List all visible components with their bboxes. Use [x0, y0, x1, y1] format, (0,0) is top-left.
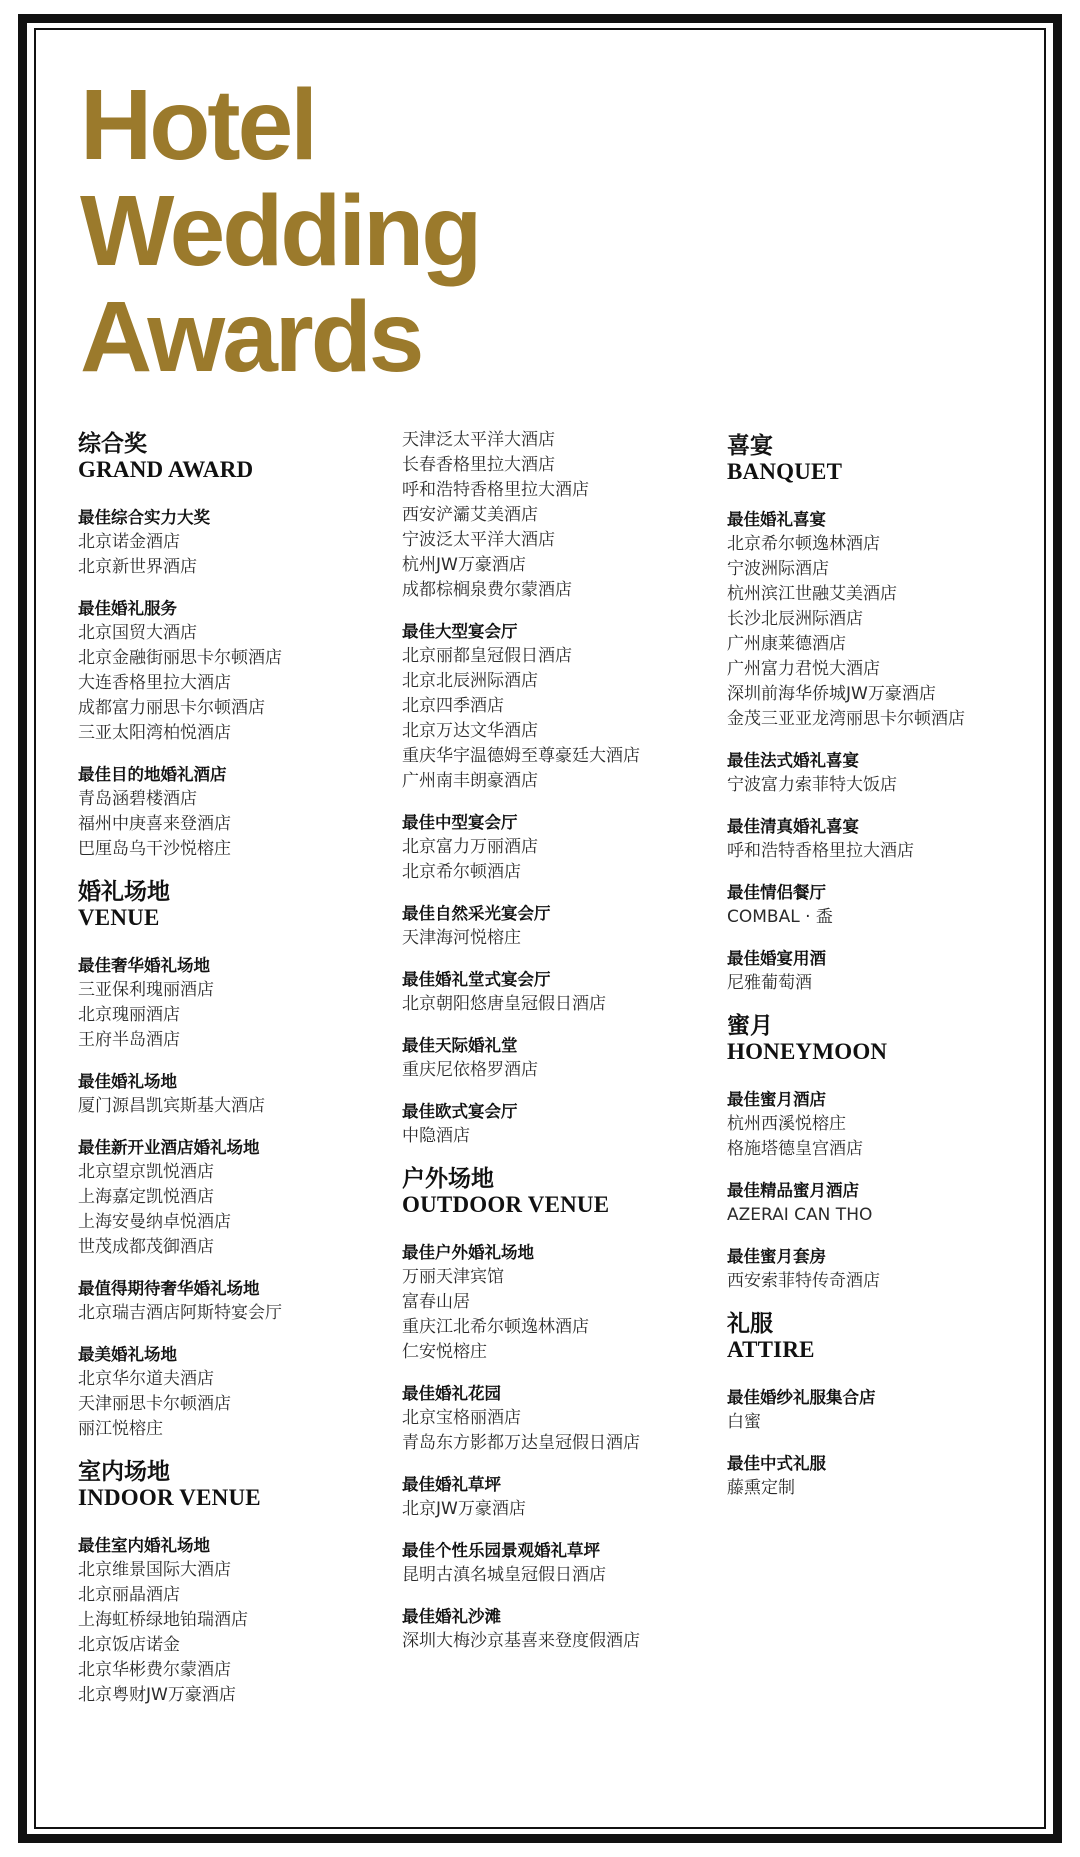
- award-category: 最佳精品蜜月酒店: [727, 1181, 859, 1200]
- section-heading-en: ATTIRE: [727, 1337, 815, 1362]
- award-group: [402, 1472, 722, 1522]
- award-group: [402, 1538, 722, 1588]
- award-winner: 上海虹桥绿地铂瑞酒店: [78, 1610, 248, 1630]
- award-winner: 北京维景国际大酒店: [78, 1560, 231, 1580]
- award-group: [727, 1087, 1047, 1162]
- award-category: 最佳蜜月酒店: [727, 1090, 826, 1109]
- award-category: 最佳婚礼服务: [78, 599, 177, 618]
- award-group: [727, 748, 1047, 798]
- award-group: [78, 505, 398, 580]
- section-heading-en: INDOOR VENUE: [78, 1485, 261, 1510]
- award-winner: 北京新世界酒店: [78, 557, 197, 577]
- award-winner: 格施塔德皇宫酒店: [727, 1139, 863, 1159]
- section-heading-cn: 婚礼场地: [78, 878, 170, 905]
- section-heading-cn: 喜宴: [727, 432, 773, 459]
- award-group: [402, 967, 722, 1017]
- award-winner: 北京希尔顿酒店: [402, 862, 521, 882]
- award-winner: 北京诺金酒店: [78, 532, 180, 552]
- award-winner: 北京丽都皇冠假日酒店: [402, 646, 572, 666]
- award-group: [402, 1033, 722, 1083]
- award-winner: 中隐酒店: [402, 1126, 470, 1146]
- award-group: [402, 1381, 722, 1456]
- award-winner: 丽江悦榕庄: [78, 1419, 163, 1439]
- award-winner: 三亚太阳湾柏悦酒店: [78, 723, 231, 743]
- award-category: 最佳新开业酒店婚礼场地: [78, 1138, 260, 1157]
- award-winner: 重庆尼依格罗酒店: [402, 1060, 538, 1080]
- award-group: [402, 1240, 722, 1365]
- award-group: [78, 762, 398, 862]
- award-winner: 宁波泛太平洋大酒店: [402, 530, 555, 550]
- award-category: 最佳综合实力大奖: [78, 508, 210, 527]
- award-winner: 重庆华宇温德姆至尊豪廷大酒店: [402, 746, 640, 766]
- award-category: 最佳婚礼草坪: [402, 1475, 501, 1494]
- awards-column-3: [727, 432, 1047, 1517]
- award-group: [78, 1342, 398, 1442]
- award-winner: 世茂成都茂御酒店: [78, 1237, 214, 1257]
- award-group: [78, 1533, 398, 1708]
- award-winner: 北京四季酒店: [402, 696, 504, 716]
- award-group: [78, 1135, 398, 1260]
- award-winner: 北京国贸大酒店: [78, 623, 197, 643]
- section-heading-en: GRAND AWARD: [78, 457, 254, 482]
- award-winner: 白蜜: [727, 1412, 761, 1432]
- award-winner: 宁波洲际酒店: [727, 559, 829, 579]
- section-heading: [727, 1310, 1047, 1363]
- award-category: 最佳婚宴用酒: [727, 949, 826, 968]
- award-winner: 富春山居: [402, 1292, 470, 1312]
- award-group: [78, 596, 398, 746]
- award-category: 最佳婚礼花园: [402, 1384, 501, 1403]
- award-winner: 青岛涵碧楼酒店: [78, 789, 197, 809]
- award-category: 最佳自然采光宴会厅: [402, 904, 551, 923]
- award-winner: 成都棕榈泉费尔蒙酒店: [402, 580, 572, 600]
- award-group: [78, 1276, 398, 1326]
- award-category: 最佳中型宴会厅: [402, 813, 518, 832]
- award-group: [402, 810, 722, 885]
- award-group: [402, 428, 722, 603]
- award-winner: 厦门源昌凯宾斯基大酒店: [78, 1096, 265, 1116]
- award-category: 最佳天际婚礼堂: [402, 1036, 518, 1055]
- award-winner: 呼和浩特香格里拉大酒店: [727, 841, 914, 861]
- award-winner: 天津丽思卡尔顿酒店: [78, 1394, 231, 1414]
- awards-column-2: [402, 428, 722, 1670]
- award-winner: 北京华尔道夫酒店: [78, 1369, 214, 1389]
- section-heading-cn: 室内场地: [78, 1458, 170, 1485]
- award-winner: 北京瑞吉酒店阿斯特宴会厅: [78, 1303, 282, 1323]
- award-group: [402, 901, 722, 951]
- award-winner: 北京丽晶酒店: [78, 1585, 180, 1605]
- award-winner: 广州康莱德酒店: [727, 634, 846, 654]
- award-category: 最佳婚礼喜宴: [727, 510, 826, 529]
- award-category: 最佳欧式宴会厅: [402, 1102, 518, 1121]
- section-heading: [402, 1165, 722, 1218]
- award-winner: 深圳前海华侨城JW万豪酒店: [727, 684, 936, 704]
- award-group: [78, 1069, 398, 1119]
- section-heading: [78, 430, 398, 483]
- award-winner: 上海安曼纳卓悦酒店: [78, 1212, 231, 1232]
- awards-column-1: [78, 430, 398, 1724]
- award-winner: 杭州西溪悦榕庄: [727, 1114, 846, 1134]
- award-winner: 福州中庚喜来登酒店: [78, 814, 231, 834]
- award-category: 最佳目的地婚礼酒店: [78, 765, 227, 784]
- section-heading: [78, 1458, 398, 1511]
- award-category: 最佳婚礼场地: [78, 1072, 177, 1091]
- award-winner: 北京华彬费尔蒙酒店: [78, 1660, 231, 1680]
- award-group: [727, 1178, 1047, 1228]
- award-winner: 大连香格里拉大酒店: [78, 673, 231, 693]
- award-winner: 青岛东方影都万达皇冠假日酒店: [402, 1433, 640, 1453]
- award-category: 最佳户外婚礼场地: [402, 1243, 534, 1262]
- award-winner: 长沙北辰洲际酒店: [727, 609, 863, 629]
- award-winner: 昆明古滇名城皇冠假日酒店: [402, 1565, 606, 1585]
- award-winner: 北京万达文华酒店: [402, 721, 538, 741]
- award-category: 最佳个性乐园景观婚礼草坪: [402, 1541, 600, 1560]
- award-category: 最佳婚礼沙滩: [402, 1607, 501, 1626]
- award-winner: 北京宝格丽酒店: [402, 1408, 521, 1428]
- award-winner: 北京粤财JW万豪酒店: [78, 1685, 236, 1705]
- award-group: [727, 1244, 1047, 1294]
- award-winner: 西安索菲特传奇酒店: [727, 1271, 880, 1291]
- title-line-awards: Awards: [80, 281, 422, 393]
- award-category: 最佳奢华婚礼场地: [78, 956, 210, 975]
- award-group: [727, 507, 1047, 732]
- award-category: 最佳法式婚礼喜宴: [727, 751, 859, 770]
- award-category: 最佳中式礼服: [727, 1454, 826, 1473]
- title-line-wedding: Wedding: [80, 175, 480, 287]
- award-winner: 杭州滨江世融艾美酒店: [727, 584, 897, 604]
- award-winner: 藤熏定制: [727, 1478, 795, 1498]
- award-winner: 北京望京凯悦酒店: [78, 1162, 214, 1182]
- section-heading: [727, 432, 1047, 485]
- award-winner: 上海嘉定凯悦酒店: [78, 1187, 214, 1207]
- award-winner: 广州南丰朗豪酒店: [402, 771, 538, 791]
- award-winner: 天津海河悦榕庄: [402, 928, 521, 948]
- page-title: [80, 69, 480, 393]
- award-winner: 重庆江北希尔顿逸林酒店: [402, 1317, 589, 1337]
- award-category: 最佳室内婚礼场地: [78, 1536, 210, 1555]
- section-heading-en: VENUE: [78, 905, 160, 930]
- award-category: 最佳蜜月套房: [727, 1247, 826, 1266]
- section-heading: [78, 878, 398, 931]
- award-category: 最佳婚礼堂式宴会厅: [402, 970, 551, 989]
- section-heading-en: OUTDOOR VENUE: [402, 1192, 610, 1217]
- award-winner: 北京朝阳悠唐皇冠假日酒店: [402, 994, 606, 1014]
- award-group: [727, 946, 1047, 996]
- section-heading-cn: 户外场地: [402, 1165, 494, 1192]
- title-line-hotel: Hotel: [80, 69, 315, 181]
- award-winner: 天津泛太平洋大酒店: [402, 430, 555, 450]
- award-winner: 北京瑰丽酒店: [78, 1005, 180, 1025]
- award-winner: 北京北辰洲际酒店: [402, 671, 538, 691]
- award-winner: 长春香格里拉大酒店: [402, 455, 555, 475]
- award-winner: 三亚保利瑰丽酒店: [78, 980, 214, 1000]
- award-winner: 巴厘岛乌干沙悦榕庄: [78, 839, 231, 859]
- award-group: [727, 814, 1047, 864]
- award-category: 最佳情侣餐厅: [727, 883, 826, 902]
- award-group: [727, 880, 1047, 930]
- award-winner: 金茂三亚亚龙湾丽思卡尔顿酒店: [727, 709, 965, 729]
- award-winner: 北京希尔顿逸林酒店: [727, 534, 880, 554]
- section-heading-cn: 礼服: [727, 1310, 773, 1337]
- award-winner: AZERAI CAN THO: [727, 1205, 873, 1225]
- award-group: [727, 1451, 1047, 1501]
- section-heading-cn: 综合奖: [78, 430, 147, 457]
- award-category: 最佳大型宴会厅: [402, 622, 518, 641]
- section-heading: [727, 1012, 1047, 1065]
- award-group: [78, 953, 398, 1053]
- award-winner: 尼雅葡萄酒: [727, 973, 812, 993]
- award-winner: 成都富力丽思卡尔顿酒店: [78, 698, 265, 718]
- award-winner: 王府半岛酒店: [78, 1030, 180, 1050]
- award-winner: 宁波富力索菲特大饭店: [727, 775, 897, 795]
- award-category: 最佳清真婚礼喜宴: [727, 817, 859, 836]
- award-winner: 北京金融街丽思卡尔顿酒店: [78, 648, 282, 668]
- award-group: [402, 1604, 722, 1654]
- section-heading-en: HONEYMOON: [727, 1039, 888, 1064]
- award-group: [402, 1099, 722, 1149]
- award-category: 最美婚礼场地: [78, 1345, 177, 1364]
- award-category: 最值得期待奢华婚礼场地: [78, 1279, 260, 1298]
- award-winner: 广州富力君悦大酒店: [727, 659, 880, 679]
- award-winner: 深圳大梅沙京基喜来登度假酒店: [402, 1631, 640, 1651]
- award-group: [727, 1385, 1047, 1435]
- award-winner: 北京富力万丽酒店: [402, 837, 538, 857]
- award-winner: 西安浐灞艾美酒店: [402, 505, 538, 525]
- award-category: 最佳婚纱礼服集合店: [727, 1388, 876, 1407]
- award-winner: 杭州JW万豪酒店: [402, 555, 526, 575]
- award-winner: 北京饭店诺金: [78, 1635, 180, 1655]
- award-group: [402, 619, 722, 794]
- award-winner: 万丽天津宾馆: [402, 1267, 504, 1287]
- award-winner: 仁安悦榕庄: [402, 1342, 487, 1362]
- section-heading-cn: 蜜月: [727, 1012, 773, 1039]
- award-winner: 呼和浩特香格里拉大酒店: [402, 480, 589, 500]
- award-winner: COMBAL · 盉: [727, 907, 833, 927]
- award-winner: 北京JW万豪酒店: [402, 1499, 526, 1519]
- section-heading-en: BANQUET: [727, 459, 843, 484]
